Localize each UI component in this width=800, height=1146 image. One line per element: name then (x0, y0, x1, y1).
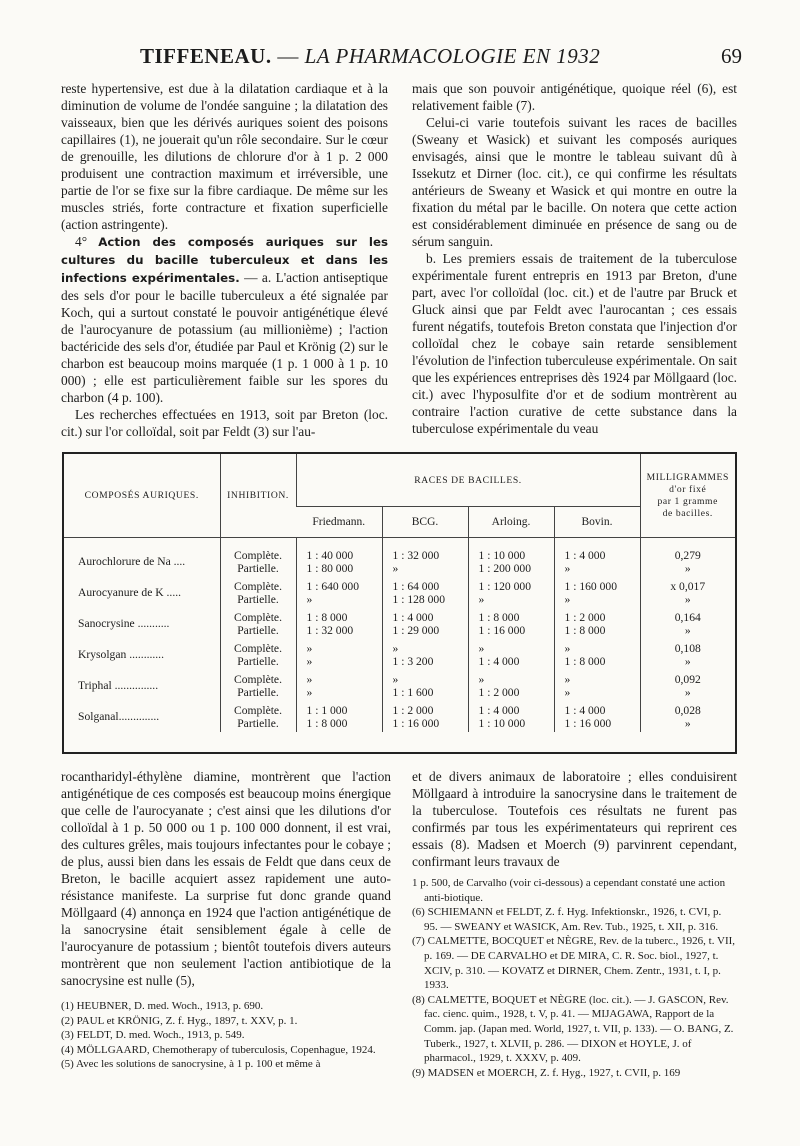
milligram-cell-line: » (684, 623, 691, 637)
dilution-cell-line: 1 : 4 000 (564, 703, 606, 717)
dilution-cell (554, 701, 640, 732)
dilution-cell-line: 1 : 64 000 (392, 579, 440, 593)
dilution-cell (296, 538, 382, 578)
inhibition-cell-line: Complète. (234, 641, 282, 655)
dilution-cell-line: 1 : 2 000 (478, 685, 520, 699)
milligram-cell-line: » (684, 716, 691, 730)
dilution-cell-line: » (306, 641, 313, 655)
header-race: Arloing. (468, 507, 554, 538)
dilution-cell (382, 670, 468, 701)
inhibition-cell (220, 608, 296, 639)
dilution-cell-line: » (478, 592, 485, 606)
dilution-cell-line: » (478, 672, 485, 686)
column-bottom-left (61, 768, 391, 1072)
header-race: Friedmann. (296, 507, 382, 538)
header-mg-line: d'or fixé (669, 483, 707, 495)
dilution-cell-line: » (392, 641, 399, 655)
dilution-cell (296, 670, 382, 701)
header-race: Bovin. (554, 507, 640, 538)
table-row (64, 608, 735, 639)
milligram-cell-line: » (684, 561, 691, 575)
footnotes (412, 876, 737, 1080)
milligram-cell-line: 0,164 (674, 610, 701, 624)
dilution-cell-line: 1 : 8 000 (478, 610, 520, 624)
milligram-cell (640, 639, 735, 670)
milligram-cell-line: 0,108 (674, 641, 701, 655)
milligram-cell-line: x 0,017 (670, 579, 706, 593)
dilution-cell-line: » (478, 641, 485, 655)
footnote: (1) HEUBNER, D. med. Woch., 1913, p. 690. (61, 1000, 264, 1012)
table-row (64, 670, 735, 701)
dilution-cell-line: » (306, 685, 313, 699)
footnote: (7) CALMETTE, BOCQUET et NÈGRE, Rev. de la tuberc., 1926, t. VII, p. 169. — DE CARVALHO et DE MIRA, C. R. Soc. biol., 1927, t. XCIV, p. 310. — KOVATZ et DIRNER, Chem. Zentr., 1931, t. I, p. 1933. (412, 935, 736, 992)
footnote: (9) MADSEN et MOERCH, Z. f. Hyg., 1927, t. CVII, p. 169 (412, 1066, 681, 1079)
inhibition-cell-line: Complète. (234, 610, 282, 624)
dilution-cell-line: » (564, 592, 571, 606)
footnote: (2) PAUL et KRÖNIG, Z. f. Hyg., 1897, t. XXV, p. 1. (61, 1014, 298, 1027)
inhibition-cell-line: Complète. (234, 579, 282, 593)
inhibition-cell (220, 639, 296, 670)
inhibition-cell-line: Partielle. (237, 685, 279, 699)
section-number: 4° (75, 234, 88, 249)
results-table (64, 454, 735, 732)
dilution-cell (296, 577, 382, 608)
dilution-cell-line: 1 : 4 000 (478, 703, 520, 717)
table-row (64, 639, 735, 670)
inhibition-cell-line: Partielle. (237, 623, 279, 637)
section-heading: Action des composés auriques sur les cultures du bacille tuberculeux et dans les infections expérimentales. (61, 235, 388, 285)
compound-name: Sanocrysine ........... (78, 617, 170, 630)
column-top-right (412, 80, 737, 437)
paragraph: et de divers animaux de laboratoire ; elles conduisirent Möllgaard à introduire la sanocrysine dans le traitement de la tuberculose. Toutefois ces résultats ne furent pas confirmés par tous les expérimentateurs qui reprirent ces essais (8). Madsen et Moerch (9) parvinrent cependant, confirmant leurs travaux de (412, 769, 737, 869)
paragraph: Les recherches effectuées en 1913, soit par Breton (loc. cit.) sur l'or colloïdal, soit par Feldt (3) sur l'au- (61, 407, 388, 439)
dilution-cell-line: 1 : 10 000 (478, 548, 526, 562)
milligram-cell-line: 0,028 (674, 703, 701, 717)
paragraph: reste hypertensive, est due à la dilatation cardiaque et à la diminution de volume de l'ondée sanguine ; la dilatation des vaisseaux, bien que les dérivés auriques soient des poisons capillaires (1), ne jouerait qu'un rôle secondaire. Sur le cœur de grenouille, les dilutions de chlorure d'or à 1 p. 2 000 produisent une contraction maximum et irréversible, une partie de l'or se fixe sur la fibre cardiaque. De même sur les muscles striés, forte contracture et fixation superficielle (action astringente). (61, 81, 388, 232)
milligram-cell (640, 670, 735, 701)
dilution-cell (468, 538, 554, 578)
dilution-cell-line: » (306, 592, 313, 606)
dilution-cell (554, 639, 640, 670)
dilution-cell-line: 1 : 10 000 (478, 716, 526, 730)
dilution-cell-line: 1 : 200 000 (478, 561, 531, 575)
inhibition-cell-line: Complète. (234, 703, 282, 717)
footnote: 1 p. 500, de Carvalho (voir ci-dessous) a cependant constaté une action anti-biotique. (412, 877, 726, 904)
milligram-cell (640, 608, 735, 639)
dilution-cell (296, 701, 382, 732)
dilution-cell-line: 1 : 40 000 (306, 548, 354, 562)
dilution-cell-line: 1 : 120 000 (478, 579, 531, 593)
header-dash: — (277, 44, 299, 68)
dilution-cell (382, 538, 468, 578)
compound-name: Aurocyanure de K ..... (78, 586, 182, 599)
header-mg-line: par 1 gramme (657, 495, 718, 507)
dilution-cell (554, 538, 640, 578)
milligram-cell-line: » (684, 592, 691, 606)
dilution-cell-line: » (392, 561, 399, 575)
compound-name: Solganal.............. (78, 710, 160, 723)
header-compounds: COMPOSÉS AURIQUES. (64, 454, 220, 538)
header-work: LA PHARMACOLOGIE EN 1932 (304, 44, 601, 68)
dilution-cell (382, 701, 468, 732)
inhibition-cell-line: Partielle. (237, 716, 279, 730)
footnote: (3) FELDT, D. med. Woch., 1913, p. 549. (61, 1029, 245, 1042)
dilution-cell-line: » (564, 672, 571, 686)
dilution-cell-line: 1 : 8 000 (564, 623, 606, 637)
compound-name: Triphal ............... (78, 679, 159, 692)
dilution-cell-line: 1 : 640 000 (306, 579, 359, 593)
dilution-cell-line: » (306, 672, 313, 686)
dilution-cell-line: 1 : 1 600 (392, 685, 434, 699)
milligram-cell-line: » (684, 685, 691, 699)
paragraph: mais que son pouvoir antigénétique, quoique réel (6), est relativement faible (7). (412, 81, 737, 113)
section-text: — a. L'action antiseptique des sels d'or pour le bacille tuberculeux a été signalée par Koch, qui a surtout constaté le pouvoir antigénétique élevé de l'aurocyanure de potassium (au millionième) ; l'action bactéricide des sels d'or, étudiée par Paul et Krönig (2) sur le charbon est beaucoup moins marquée (1 p. 1 000 à 1 p. 10 000) ; elle est particulièrement faible sur les spores du charbon (4 p. 100). (61, 270, 388, 405)
dilution-cell-line: 1 : 1 000 (306, 703, 348, 717)
dilution-cell-line: » (564, 685, 571, 699)
header-author: TIFFENEAU. (140, 44, 272, 68)
footnote: (8) CALMETTE, BOQUET et NÈGRE (loc. cit.). — J. GASCON, Rev. fac. cienc. quim., 1928, t. V, p. 41. — MIJAGAWA, Rapport de la Comm. jap. (Japan med. World, 1927, t. VII, p. 133). — O. BANG, Z. Tuberk., 1927, t. XLVII, p. 286. — DIXON et HOYLE, J. of pharmacol., 1929, t. XXXV, p. 409. (412, 993, 734, 1065)
dilution-cell-line: » (564, 641, 571, 655)
dilution-cell-line: » (564, 561, 571, 575)
inhibition-cell (220, 701, 296, 732)
running-header (60, 44, 742, 70)
dilution-cell (468, 670, 554, 701)
dilution-cell-line: 1 : 16 000 (564, 716, 612, 730)
header-milligrams (640, 454, 735, 538)
dilution-cell (296, 608, 382, 639)
column-bottom-right (412, 768, 737, 1080)
milligram-cell (640, 577, 735, 608)
inhibition-cell-line: Partielle. (237, 561, 279, 575)
paragraph: Celui-ci varie toutefois suivant les races de bacilles (Sweany et Wasick) et suivant les composés auriques envisagés, ainsi que le montre le tableau suivant dû à Issekutz et Dirner (loc. cit.), ce qui confirme les résultats antérieurs de Sweany et Wasick et qui montre en outre la fixation du métal par le bacille. On notera que cette action est considérablement diminuée en présence de sang ou de sérum sanguin. (412, 115, 737, 249)
dilution-cell-line: 1 : 16 000 (392, 716, 440, 730)
paragraph: rocantharidyl-éthylène diamine, montrèrent que l'action antigénétique de ces composés est beaucoup moins énergique que celle de l'aurocyanate ; c'est ainsi que les dilutions d'or colloïdal à 1 p. 50 000 ou 1 p. 100 000 donnent, il est vrai, des cultures grêles, mais toujours infectantes pour le cobaye ; de plus, aussi bien dans les essais de Feldt que dans ceux de Breton, le bacille acquiert assez rapidement une auto-résistance manifeste. La surprise fut donc grande quand Möllgaard (4) annonça en 1924 que l'action antigénétique de la sanocrysine était sensiblement égale à celle de l'aurocyanure de potassium ; bientôt toutefois divers auteurs montrèrent que non seulement l'action antibiotique de la sanocrysine est nulle (5), (61, 769, 391, 988)
milligram-cell-line: » (684, 654, 691, 668)
inhibition-cell-line: Partielle. (237, 592, 279, 606)
header-races: RACES DE BACILLES. (296, 454, 640, 507)
gold-compounds-table (62, 452, 737, 754)
dilution-cell (554, 608, 640, 639)
footnote: (4) MÖLLGAARD, Chemotherapy of tuberculosis, Copenhague, 1924. (61, 1043, 376, 1056)
dilution-cell (382, 577, 468, 608)
dilution-cell (468, 701, 554, 732)
compound-name: Aurochlorure de Na .... (78, 555, 186, 568)
dilution-cell-line: 1 : 128 000 (392, 592, 445, 606)
inhibition-cell-line: Partielle. (237, 654, 279, 668)
dilution-cell (468, 608, 554, 639)
dilution-cell (468, 577, 554, 608)
inhibition-cell-line: Complète. (234, 672, 282, 686)
footnote: (5) Avec les solutions de sanocrysine, à 1 p. 100 et même à (61, 1058, 321, 1071)
dilution-cell-line: 1 : 16 000 (478, 623, 526, 637)
running-title (140, 44, 600, 69)
milligram-cell-line: 0,092 (674, 672, 701, 686)
table-row (64, 701, 735, 732)
section-paragraph (61, 233, 388, 406)
inhibition-cell (220, 670, 296, 701)
inhibition-cell-line: Complète. (234, 548, 282, 562)
table-row (64, 538, 735, 578)
compound-name: Krysolgan ............ (78, 648, 164, 661)
column-top-left (61, 80, 388, 440)
inhibition-cell (220, 538, 296, 578)
header-mg-line: de bacilles. (662, 507, 713, 519)
dilution-cell-line: 1 : 32 000 (392, 548, 440, 562)
dilution-cell-line: 1 : 160 000 (564, 579, 617, 593)
footnotes (61, 999, 391, 1072)
dilution-cell-line: 1 : 32 000 (306, 623, 354, 637)
dilution-cell-line: 1 : 8 000 (564, 654, 606, 668)
header-inhibition: INHIBITION. (220, 454, 296, 538)
dilution-cell-line: 1 : 3 200 (392, 654, 434, 668)
paragraph: b. Les premiers essais de traitement de la tuberculose expérimentale furent entrepris en 1913 par Breton, d'une part, avec l'or colloïdal (loc. cit.) et de l'autre par Bruck et Gluck ainsi que par Feldt avec l'aurocantan ; ces essais furent négatifs, toutefois Breton constata que l'injection d'or colloïdal chez le cobaye sain retarde sensiblement l'évolution de l'infection tuberculeuse expérimentale. On sait que les expériences entreprises dès 1924 par Möllgaard (loc. cit.) avec l'hyposulfite d'or et de sodium montrèrent au contraire l'action curative de cette substance dans la tuberculose expérimentale du veau (412, 251, 737, 436)
dilution-cell (554, 670, 640, 701)
dilution-cell (296, 639, 382, 670)
footnote: (6) SCHIEMANN et FELDT, Z. f. Hyg. Infektionskr., 1926, t. CVI, p. 95. — SWEANY et WASICK, Am. Rev. Tub., 1925, t. XII, p. 316. (412, 906, 722, 933)
dilution-cell-line: 1 : 29 000 (392, 623, 440, 637)
inhibition-cell (220, 577, 296, 608)
dilution-cell-line: 1 : 4 000 (478, 654, 520, 668)
table-row (64, 577, 735, 608)
milligram-cell-line: 0,279 (674, 548, 701, 562)
dilution-cell-line: » (306, 654, 313, 668)
dilution-cell (554, 577, 640, 608)
dilution-cell-line: 1 : 8 000 (306, 716, 348, 730)
dilution-cell (468, 639, 554, 670)
dilution-cell-line: 1 : 2 000 (392, 703, 434, 717)
dilution-cell-line: 1 : 4 000 (392, 610, 434, 624)
dilution-cell-line: 1 : 8 000 (306, 610, 348, 624)
header-mg-line: MILLIGRAMMES (646, 471, 729, 483)
header-race: BCG. (382, 507, 468, 538)
dilution-cell-line: 1 : 80 000 (306, 561, 354, 575)
dilution-cell (382, 639, 468, 670)
milligram-cell (640, 701, 735, 732)
milligram-cell (640, 538, 735, 578)
dilution-cell-line: » (392, 672, 399, 686)
dilution-cell (382, 608, 468, 639)
page-number: 69 (721, 44, 742, 68)
dilution-cell-line: 1 : 2 000 (564, 610, 606, 624)
dilution-cell-line: 1 : 4 000 (564, 548, 606, 562)
